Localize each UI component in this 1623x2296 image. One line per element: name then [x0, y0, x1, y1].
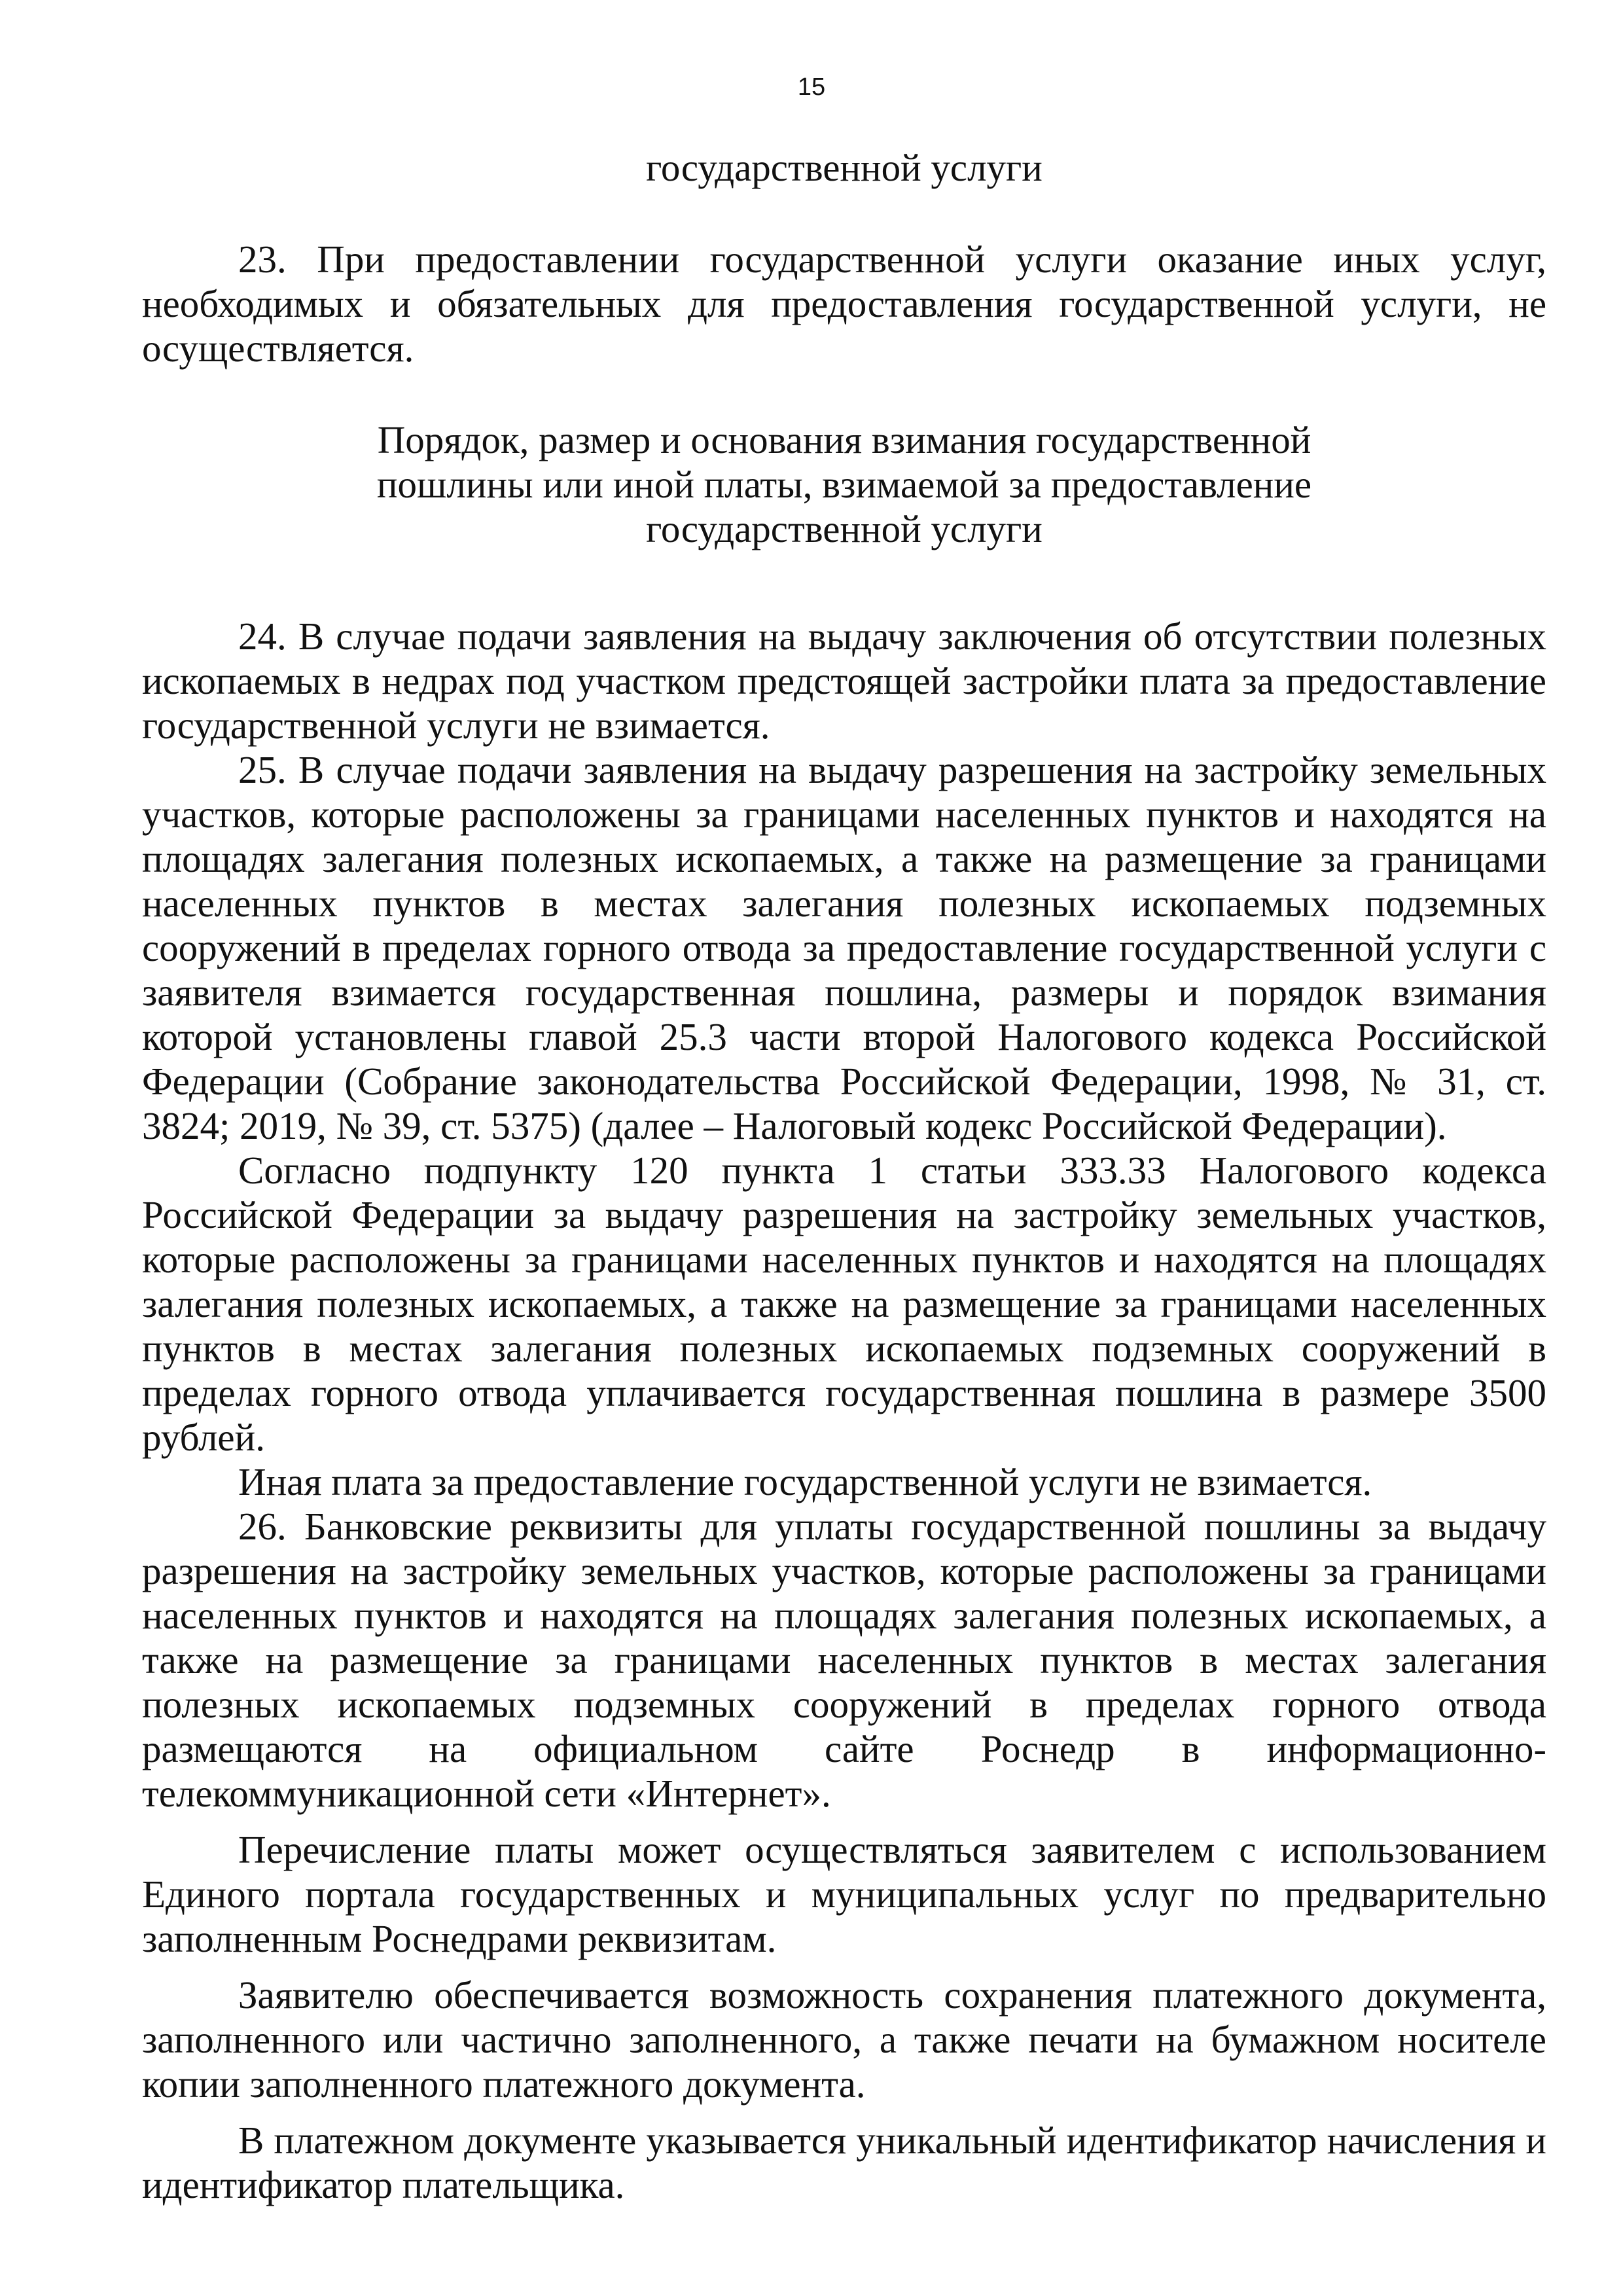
heading-line: пошлины или иной платы, взимаемой за предоставление [376, 463, 1312, 506]
paragraph-no-other-fee: Иная плата за предоставление государственной услуги не взимается. [238, 1460, 1372, 1503]
section-title-tail: государственной услуги [646, 146, 1043, 189]
page-number: 15 [797, 73, 826, 101]
paragraph-identifiers: В платежном документе указывается уникальный идентификатор начисления и идентификатор плательщика. [142, 2119, 1546, 2206]
document-body [142, 145, 1546, 2207]
paragraph-payment-portal: Перечисление платы может осуществляться заявителем с использованием Единого портала государственных и муниципальных услуг по предварительно заполненным Роснедрами реквизитам. [142, 1828, 1546, 1960]
heading-line: Порядок, размер и основания взимания государственной [377, 418, 1311, 461]
paragraph-24: 24. В случае подачи заявления на выдачу заключения об отсутствии полезных ископаемых в недрах под участком предстоящей застройки плата за предоставление государственной услуги не взимается. [142, 615, 1546, 747]
section-heading [142, 418, 1546, 551]
paragraph-26: 26. Банковские реквизиты для уплаты государственной пошлины за выдачу разрешения на застройку земельных участков, которые расположены за границами населенных пунктов и находятся на площадях залегания полезных ископаемых, а также на размещение за границами населенных пунктов в местах залегания полезных ископаемых подземных сооружений в пределах горного отвода размещаются на официальном сайте Роснедр в информационно-телекоммуникационной сети «Интернет». [142, 1505, 1546, 1815]
paragraph-payment-document-save: Заявителю обеспечивается возможность сохранения платежного документа, заполненного или частично заполненного, а также печати на бумажном носителе копии заполненного платежного документа. [142, 1973, 1546, 2106]
fee-paragraphs [142, 614, 1546, 1816]
paragraph-23: 23. При предоставлении государственной услуги оказание иных услуг, необходимых и обязательных для предоставления государственной услуги, не осуществляется. [142, 238, 1546, 370]
paragraph-25: 25. В случае подачи заявления на выдачу разрешения на застройку земельных участков, которые расположены за границами населенных пунктов и находятся на площадях залегания полезных ископаемых, а также на размещение за границами населенных пунктов в местах залегания полезных ископаемых подземных сооружений в пределах горного отвода за предоставление государственной услуги с заявителя взимается государственная пошлина, размеры и порядок взимания которой установлены главой 25.3 части второй Налогового кодекса Российской Федерации (Собрание законодательства Российской Федерации, 1998, № 31, ст. 3824; 2019, № 39, ст. 5375) (далее – Налоговый кодекс Российской Федерации). [142, 748, 1546, 1147]
paragraph-fee-amount: Согласно подпункту 120 пункта 1 статьи 333.33 Налогового кодекса Российской Федерации за выдачу разрешения на застройку земельных участков, которые расположены за границами населенных пунктов и находятся на площадях залегания полезных ископаемых, а также на размещение за границами населенных пунктов в местах залегания полезных ископаемых подземных сооружений в пределах горного отвода уплачивается государственная пошлина в размере 3500 рублей. [142, 1149, 1546, 1459]
heading-line: государственной услуги [646, 507, 1043, 550]
